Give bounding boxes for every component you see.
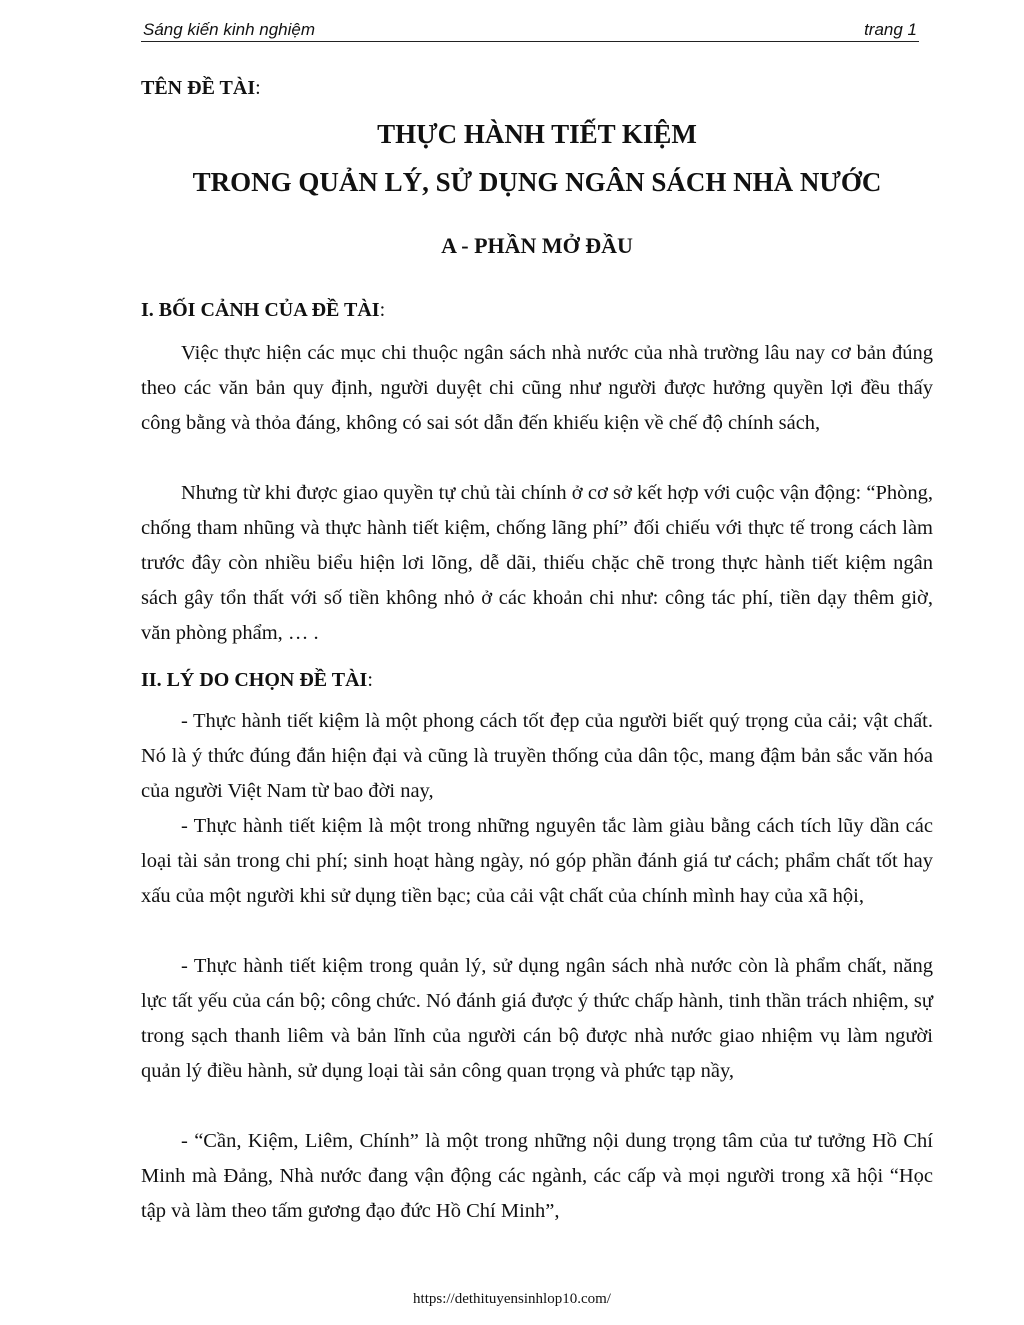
section-2-paragraph: - Thực hành tiết kiệm trong quản lý, sử dụng ngân sách nhà nước còn là phẩm chất, năng lực tất yếu của cán bộ; công chức. Nó đánh giá được ý thức chấp hành, tinh thần trách nhiệm, sự trong sạch thanh liêm và bản lĩnh của người cán bộ được nhà nước giao nhiệm vụ làm người quản lý điều hành, sử dụng loại tài sản công quan trọng và phức tạp nầy, [141,955,933,1082]
document-title-line-1: THỰC HÀNH TIẾT KIỆM [377,119,697,149]
section-2-heading-text: II. LÝ DO CHỌN ĐỀ TÀI [141,669,368,691]
section-1-paragraph: Việc thực hiện các mục chi thuộc ngân sách nhà nước của nhà trường lâu nay cơ bản đúng theo các văn bản quy định, người duyệt chi cũng như người được hưởng quyền lợi đều thấy công bằng và thỏa đáng, không có sai sót dẫn đến khiếu kiện về chế độ chính sách, [141,342,933,434]
section-2-heading [141,668,373,692]
document-title-line-2: TRONG QUẢN LÝ, SỬ DỤNG NGÂN SÁCH NHÀ NƯỚC [192,167,882,197]
section-1-heading-colon: : [379,299,386,321]
topic-label [141,76,261,100]
section-2-heading-colon: : [367,669,373,691]
header-document-type: Sáng kiến kinh nghiệm [143,20,316,39]
section-1-paragraph: Nhưng từ khi được giao quyền tự chủ tài chính ở cơ sở kết hợp với cuộc vận động: “Phòng, chống tham nhũng và thực hành tiết kiệm, chống lãng phí” đối chiếu với thực tế trong cách làm trước đây còn nhiều biểu hiện lơi lõng, dễ dãi, thiếu chặc chẽ trong thực hành tiết kiệm ngân sách gây tổn thất với số tiền không nhỏ ở các khoản chi như: công tác phí, tiền dạy thêm giờ, văn phòng phẩm, … . [141,482,933,644]
topic-label-colon: : [255,77,261,99]
part-a-title: A - PHẦN MỞ ĐẦU [441,233,633,258]
footer-url: https://dethituyensinhlop10.com/ [413,1291,611,1307]
section-2-paragraph: - “Cần, Kiệm, Liêm, Chính” là một trong những nội dung trọng tâm của tư tưởng Hồ Chí Minh mà Đảng, Nhà nước đang vận động các ngành, các cấp và mọi người trong xã hội “Học tập và làm theo tấm gương đạo đức Hồ Chí Minh”, [141,1130,933,1222]
section-2-paragraph: - Thực hành tiết kiệm là một phong cách tốt đẹp của người biết quý trọng của cải; vật chất. Nó là ý thức đúng đắn hiện đại và cũng là truyền thống của dân tộc, mang đậm bản sắc văn hóa của người Việt Nam từ bao đời nay, [141,710,933,802]
page-header [141,19,919,42]
topic-label-text: TÊN ĐỀ TÀI [141,77,256,99]
header-page-number: trang 1 [864,20,917,39]
section-1-heading [141,298,385,322]
section-1-heading-text: I. BỐI CẢNH CỦA ĐỀ TÀI [141,299,380,321]
section-2-paragraph: - Thực hành tiết kiệm là một trong những nguyên tắc làm giàu bằng cách tích lũy dần các loại tài sản trong chi phí; sinh hoạt hàng ngày, nó góp phần đánh giá tư cách; phẩm chất tốt hay xấu của một người khi sử dụng tiền bạc; của cải vật chất của chính mình hay của xã hội, [141,815,933,907]
